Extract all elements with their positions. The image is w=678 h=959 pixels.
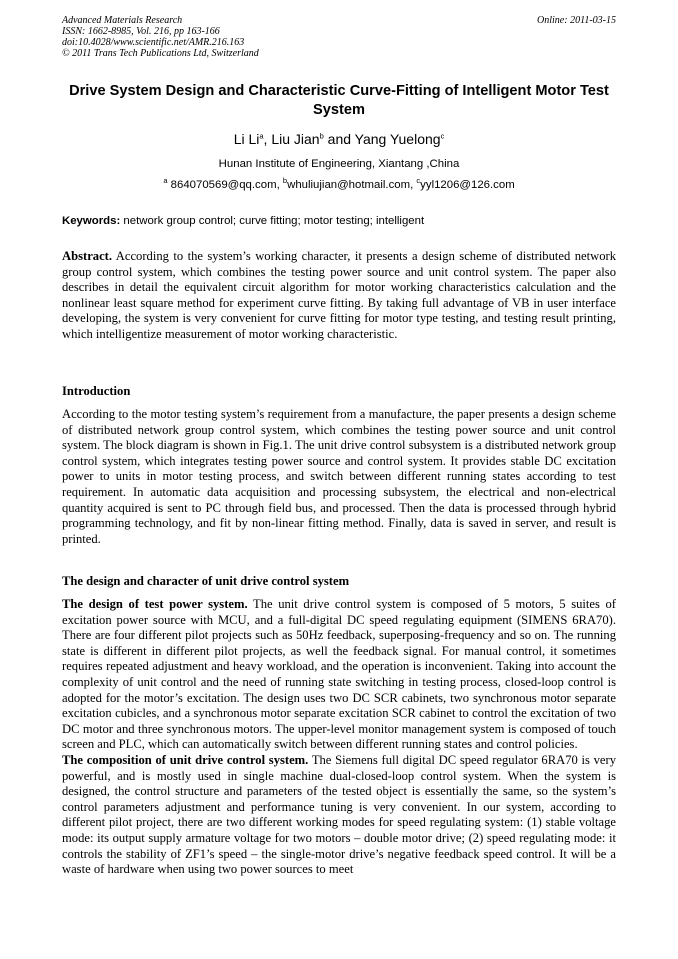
author-separator: ,: [263, 131, 272, 147]
email-superscript: c: [416, 176, 421, 186]
author-name: Li Li: [233, 131, 260, 147]
paragraph-test-power: [62, 597, 616, 753]
doi-line: doi:10.4028/www.scientific.net/AMR.216.163: [62, 37, 245, 48]
email-address: yyl1206@126.com: [420, 179, 515, 191]
keywords-text: network group control; curve fitting; motor testing; intelligent: [120, 215, 425, 227]
paragraph-composition: [62, 753, 616, 878]
author-superscript: b: [319, 131, 324, 141]
paragraph-label: The composition of unit drive control system.: [62, 752, 309, 767]
email-address: 864070569@qq.com,: [167, 179, 283, 191]
email-superscript: b: [282, 176, 288, 186]
abstract-label: Abstract.: [62, 249, 113, 263]
abstract: [62, 249, 616, 343]
section-heading-introduction: Introduction: [62, 384, 131, 398]
journal-name: Advanced Materials Research: [62, 15, 183, 26]
email-address: whuliujian@hotmail.com,: [287, 179, 417, 191]
journal-header: [62, 15, 616, 59]
paragraph-text: The unit drive control system is composed of 5 motors, 5 suites of excitation power source with MCU, and a full-digital DC speed regulating equipment (SIMENS 6RA70). There are four different pilot projects such as 50Hz feedback, superposing-frequency and so on. The running state is different in different pilot projects, as well the feedback signal. For manual control, it sometimes requires repeated adjustment and heavy workload, and the operation is inconvenient. Taking into account the complexity of unit control and the need of running state switching in testing process, closed-loop control is adopted for the motor’s excitation. The design uses two DC SCR cabinets, two synchronous motor separate excitation cubicles, and a synchronous motor separate excitation SCR cabinet to control the excitation of two DC motor and three synchronous motors. The upper-level monitor management system is composed of touch screen and PLC, which can automatically switch between different running states and control policies.: [62, 597, 616, 752]
online-date: Online: 2011-03-15: [537, 15, 616, 26]
author-separator: and: [323, 131, 355, 147]
section-heading-unit-drive: The design and character of unit drive control system: [62, 574, 350, 588]
keywords-label: Keywords:: [62, 215, 121, 227]
paragraph-text: The Siemens full digital DC speed regulator 6RA70 is very powerful, and is mostly used in single machine dual-closed-loop control system. When the system is designed, the control structure and parameters of the tested object is essentially the same, so the system’s control parameters adjustment and performance tuning is very convenient. In our system, according to different pilot project, there are two different working modes for speed regulating system: (1) stable voltage mode: its output supply armature voltage for two motors – double motor drive; (2) speed regulating mode: it controls the stability of ZF1’s speed – the single-motor drive’s negative feedback speed control. It will be a waste of hardware when using two power sources to meet: [62, 752, 616, 877]
paragraph-label: The design of test power system.: [62, 597, 248, 611]
keywords: [62, 214, 616, 229]
introduction-paragraph: According to the motor testing system’s requirement from a manufacture, the paper presents a design scheme of distributed network group control system, which combines the testing power source and unit control system. The block diagram is shown in Fig.1. The unit drive control subsystem is a distributed network group control system, which integrates testing power source and control system. It provides stable DC excitation power to units in motor testing process, and switch between different running states according to test requirement. In automatic data acquisition and processing subsystem, the electrical and non-electrical quantity acquired is sent to PC through field bus, and processed. Then the data is processed through hybrid programming technology, and fit by non-linear fitting method. Finally, data is saved in server, and result is printed.: [62, 407, 616, 546]
copyright-line: © 2011 Trans Tech Publications Ltd, Switzerland: [62, 48, 259, 59]
author-emails: [62, 178, 616, 193]
email-superscript: a: [163, 176, 168, 186]
abstract-text: According to the system’s working character, it presents a design scheme of distributed network group control system, which combines the testing power source and unit control system. The paper also describes in detail the equivalent circuit algorithm for motor working characteristics calculation and the nonlinear least square method for experiment curve fitting. By taking full advantage of VB in user interface developing, the system is very convenient for curve fitting for motor type testing, and testing result printing, which intelligentize measurement of motor working characteristic.: [62, 249, 616, 341]
issn-line: ISSN: 1662-8985, Vol. 216, pp 163-166: [62, 26, 220, 37]
author-superscript: c: [440, 131, 445, 141]
author-list: [62, 130, 616, 148]
paper-title: Drive System Design and Characteristic Curve-Fitting of Intelligent Motor Test System: [69, 83, 609, 118]
author-name: Liu Jian: [271, 131, 320, 147]
author-superscript: a: [259, 131, 264, 141]
affiliation: Hunan Institute of Engineering, Xiantang ,China: [218, 158, 460, 170]
author-name: Yang Yuelong: [354, 131, 441, 147]
section-body: [62, 597, 616, 878]
